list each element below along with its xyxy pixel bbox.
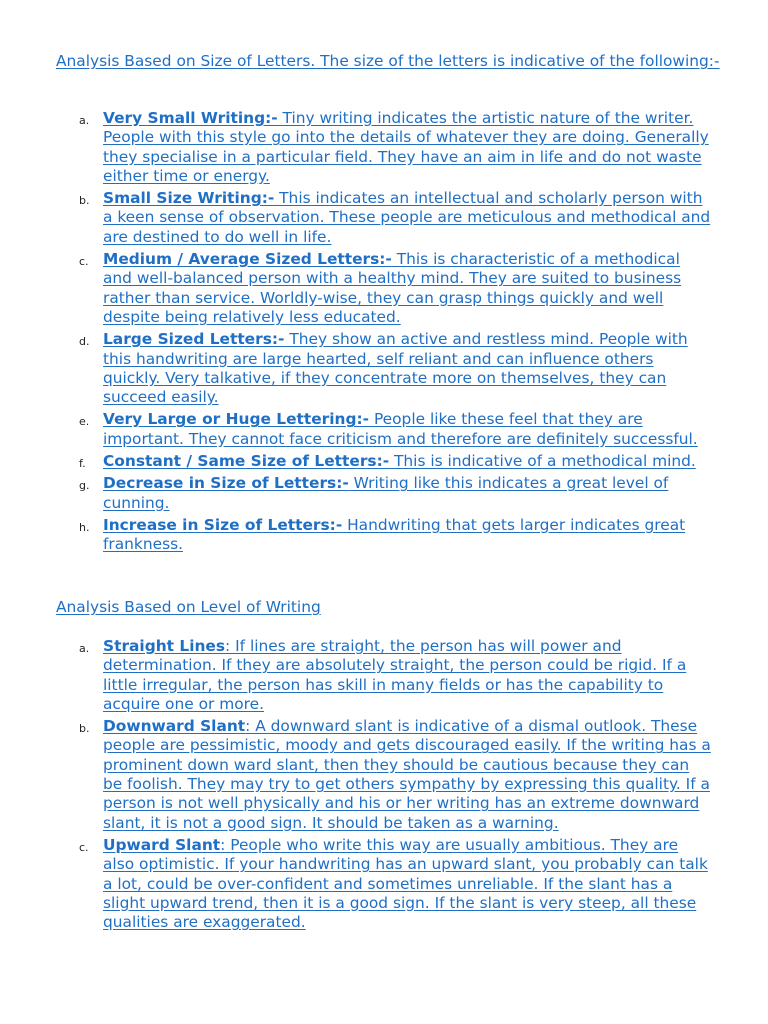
list-marker: b. (79, 194, 90, 208)
list-item-text (103, 410, 698, 447)
list-item (0, 717, 713, 833)
list-item-text (103, 330, 688, 406)
list-item-term: Downward Slant (103, 717, 246, 736)
section-heading-size-of-letters: Analysis Based on Size of Letters. The size of the letters is indicative of the following:- (56, 52, 720, 70)
list-marker: e. (79, 415, 90, 429)
section-heading-level-of-writing: Analysis Based on Level of Writing (56, 598, 321, 616)
list-item-description: They show an active and restless mind. People with this handwriting are large hearted, self reliant and can influence others quickly. Very talkative, if they concentrate more on themselves, they can succeed easily. (103, 330, 688, 407)
list-item-term: Very Large or Huge Lettering:- (103, 410, 370, 429)
list-item-description: Tiny writing indicates the artistic nature of the writer. People with this style go into the details of whatever they are doing. Generally they specialise in a particular field. They have an aim in life and do not waste either time or energy. (103, 109, 709, 185)
list-item (0, 452, 713, 471)
list-item-text (103, 109, 709, 185)
list-item-term: Decrease in Size of Letters:- (103, 474, 349, 493)
list-item-term: Small Size Writing:- (103, 189, 275, 208)
list-marker: a. (79, 114, 90, 127)
list-item-description: : A downward slant is indicative of a dismal outlook. These people are pessimistic, moody and gets discouraged easily. If the writing has a prominent down ward slant, then they should be cautious because they can be foolish. They may try to get others sympathy by expressing this quality. If a person is not well physically and his or her writing has an extreme downward slant, it is not a good sign. It should be taken as a warning. (103, 717, 711, 832)
list-item (0, 250, 713, 327)
list-item-description: This indicates an intellectual and scholarly person with a keen sense of observation. These people are meticulous and methodical and are destined to do well in life. (103, 189, 711, 246)
list-item (0, 516, 713, 555)
size-of-letters-list (0, 109, 768, 558)
list-item-text (103, 250, 681, 326)
list-marker: f. (79, 457, 86, 471)
list-item-term: Constant / Same Size of Letters:- (103, 452, 390, 471)
list-item (0, 836, 713, 932)
list-marker: g. (79, 479, 90, 493)
list-item (0, 410, 713, 449)
list-item (0, 189, 713, 247)
list-marker: c. (79, 255, 89, 269)
list-item-term: Very Small Writing:- (103, 109, 278, 127)
list-item-text (103, 836, 708, 931)
list-item-term: Increase in Size of Letters:- (103, 515, 343, 534)
list-item-text (103, 474, 668, 511)
list-item-description: Writing like this indicates a great level of cunning. (103, 474, 669, 512)
list-item-text (103, 717, 711, 831)
list-item-description: : If lines are straight, the person has will power and determination. If they are absolutely straight, the person could be rigid. If a little irregular, the person has skill in many fields or has the capability to acquire one or more. (103, 637, 687, 713)
list-item-text (103, 516, 685, 553)
list-marker: c. (79, 840, 89, 854)
list-marker: d. (79, 335, 90, 349)
list-item-term: Straight Lines (103, 637, 226, 655)
list-item-description: This is characteristic of a methodical and well-balanced person with a healthy mind. They are suited to business rather than service. Worldly-wise, they can grasp things quickly and well despite being relatively less educated. (103, 250, 682, 326)
list-item (0, 637, 713, 714)
list-item-text (103, 637, 686, 713)
list-item-text (103, 189, 710, 246)
list-marker: b. (79, 722, 90, 736)
level-of-writing-list (0, 637, 768, 935)
list-item-description: : People who write this way are usually ambitious. They are also optimistic. If your handwriting has an upward slant, you probably can talk a lot, could be over-confident and sometimes unreliable. If the slant has a slight upward trend, then it is a good sign. If the slant is very steep, all these qualities are exaggerated. (103, 835, 708, 932)
list-item-description: This is indicative of a methodical mind. (389, 452, 696, 471)
list-item (0, 474, 713, 513)
list-item-text (103, 452, 696, 470)
list-item-term: Large Sized Letters:- (103, 330, 285, 349)
list-item-description: People like these feel that they are important. They cannot face criticism and therefore are definitely successful. (103, 410, 698, 448)
list-marker: a. (79, 642, 90, 655)
list-item-term: Medium / Average Sized Letters:- (103, 250, 392, 269)
list-marker: h. (79, 520, 90, 534)
list-item (0, 330, 713, 407)
list-item-description: Handwriting that gets larger indicates great frankness. (103, 515, 686, 554)
list-item-term: Upward Slant (103, 835, 221, 854)
list-item (0, 109, 713, 186)
